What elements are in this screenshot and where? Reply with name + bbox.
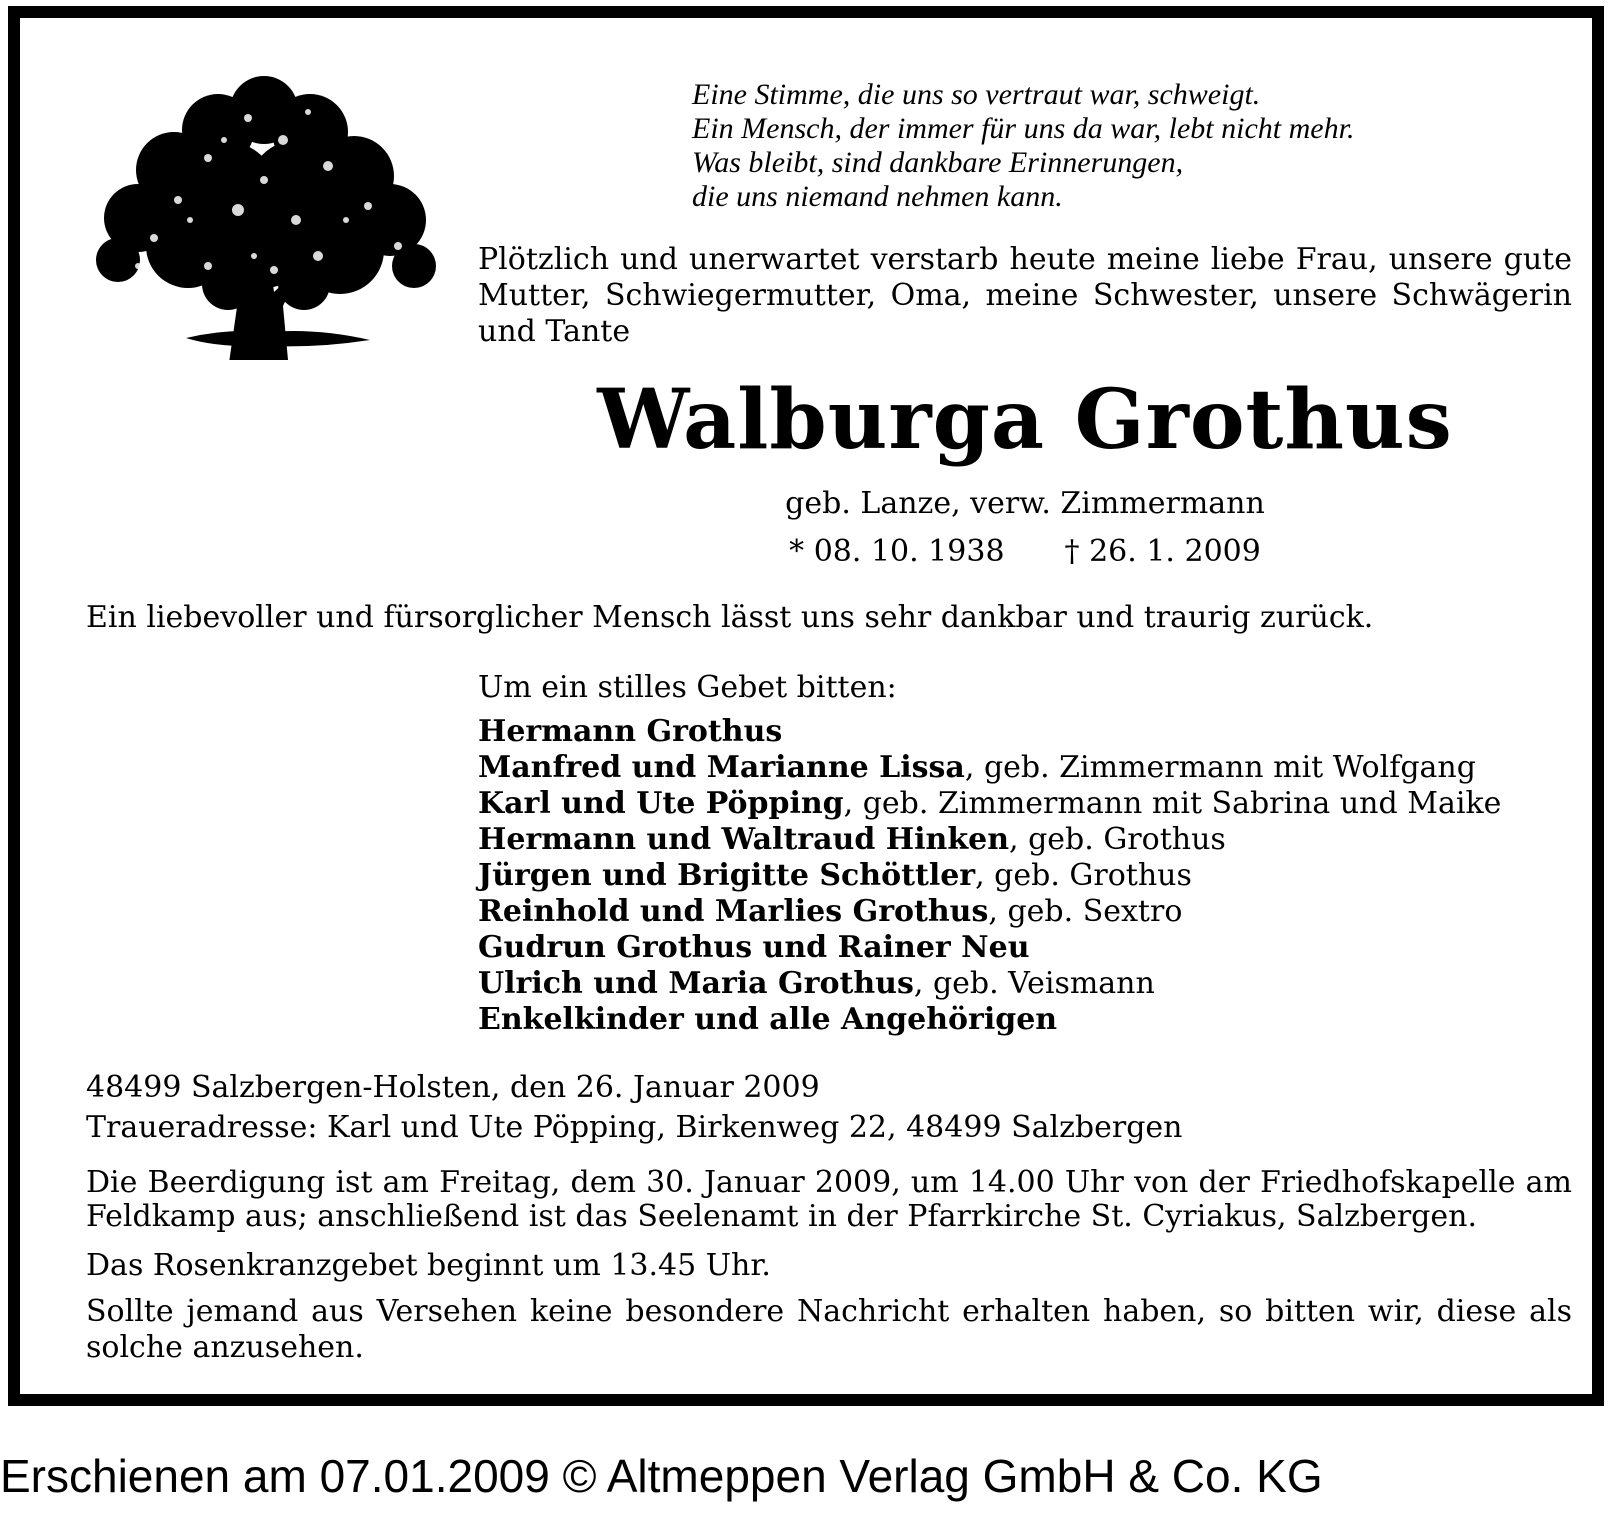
birth-date: * 08. 10. 1938 bbox=[789, 534, 1005, 569]
mourner-entry bbox=[478, 894, 1578, 930]
mourner-entry bbox=[478, 714, 1578, 750]
publication-footer: Erschienen am 07.01.2009 © Altmeppen Verlag GmbH & Co. KG bbox=[0, 1450, 1323, 1502]
mourning-address: Traueradresse: Karl und Ute Pöpping, Birkenweg 22, 48499 Salzbergen bbox=[86, 1110, 1183, 1145]
mourner-name: Karl und Ute Pöpping bbox=[478, 786, 844, 821]
prayer-request: Um ein stilles Gebet bitten: bbox=[478, 670, 897, 705]
funeral-info: Die Beerdigung ist am Freitag, dem 30. Januar 2009, um 14.00 Uhr von der Friedhofskapelle am Feldkamp aus; anschließend ist das Seelenamt in der Pfarrkirche St. Cyriakus, Salzbergen. bbox=[86, 1165, 1572, 1234]
mourner-entry bbox=[478, 1002, 1578, 1038]
mourner-name: Gudrun Grothus und Rainer Neu bbox=[478, 930, 1030, 965]
mourner-note: , geb. Veismann bbox=[913, 966, 1155, 1001]
mourner-note: , geb. Grothus bbox=[1009, 822, 1226, 857]
mourner-note: , geb. Zimmermann mit Wolfgang bbox=[964, 750, 1476, 785]
mourner-name: Hermann und Waltraud Hinken bbox=[478, 822, 1010, 857]
mourner-entry bbox=[478, 750, 1578, 786]
mourner-entry bbox=[478, 930, 1578, 966]
mourner-note: , geb. Sextro bbox=[988, 894, 1183, 929]
mourner-entry bbox=[478, 822, 1578, 858]
mourner-name: Jürgen und Brigitte Schöttler bbox=[478, 858, 976, 893]
mourner-name: Manfred und Marianne Lissa bbox=[478, 750, 965, 785]
mourner-entry bbox=[478, 966, 1578, 1002]
mourner-entry bbox=[478, 786, 1578, 822]
mourner-name: Ulrich und Maria Grothus bbox=[478, 966, 914, 1001]
deceased-name: Walburga Grothus bbox=[597, 372, 1453, 468]
place-date: 48499 Salzbergen-Holsten, den 26. Januar 2009 bbox=[86, 1070, 820, 1105]
intro-text: Plötzlich und unerwartet verstarb heute meine liebe Frau, unsere gute Mutter, Schwiegermutter, Oma, meine Schwester, unsere Schwägerin und Tante bbox=[478, 242, 1572, 349]
tree-icon bbox=[78, 70, 450, 360]
rosary-info: Das Rosenkranzgebet beginnt um 13.45 Uhr. bbox=[86, 1248, 771, 1283]
mourner-note: , geb. Grothus bbox=[975, 858, 1192, 893]
poem-line: Ein Mensch, der immer für uns da war, lebt nicht mehr. bbox=[692, 112, 1355, 145]
notice-text: Sollte jemand aus Versehen keine besondere Nachricht erhalten haben, so bitten wir, diese als solche anzusehen. bbox=[86, 1294, 1572, 1365]
mourner-list bbox=[478, 714, 1578, 1038]
poem-line: Was bleibt, sind dankbare Erinnerungen, bbox=[692, 146, 1184, 179]
mourner-name: Hermann Grothus bbox=[478, 714, 783, 749]
mourner-name: Enkelkinder und alle Angehörigen bbox=[478, 1002, 1058, 1037]
mourner-entry bbox=[478, 858, 1578, 894]
poem-line: Eine Stimme, die uns so vertraut war, schweigt. bbox=[692, 78, 1261, 111]
maiden-name: geb. Lanze, verw. Zimmermann bbox=[785, 486, 1265, 521]
tribute-text: Ein liebevoller und fürsorglicher Mensch lässt uns sehr dankbar und traurig zurück. bbox=[86, 600, 1374, 635]
life-dates bbox=[478, 534, 1572, 570]
poem-line: die uns niemand nehmen kann. bbox=[692, 180, 1063, 213]
obituary-frame bbox=[8, 6, 1604, 1406]
mourner-note: , geb. Zimmermann mit Sabrina und Maike bbox=[843, 786, 1502, 821]
poem bbox=[692, 78, 1572, 214]
mourner-name: Reinhold und Marlies Grothus bbox=[478, 894, 989, 929]
death-date: † 26. 1. 2009 bbox=[1064, 534, 1261, 569]
